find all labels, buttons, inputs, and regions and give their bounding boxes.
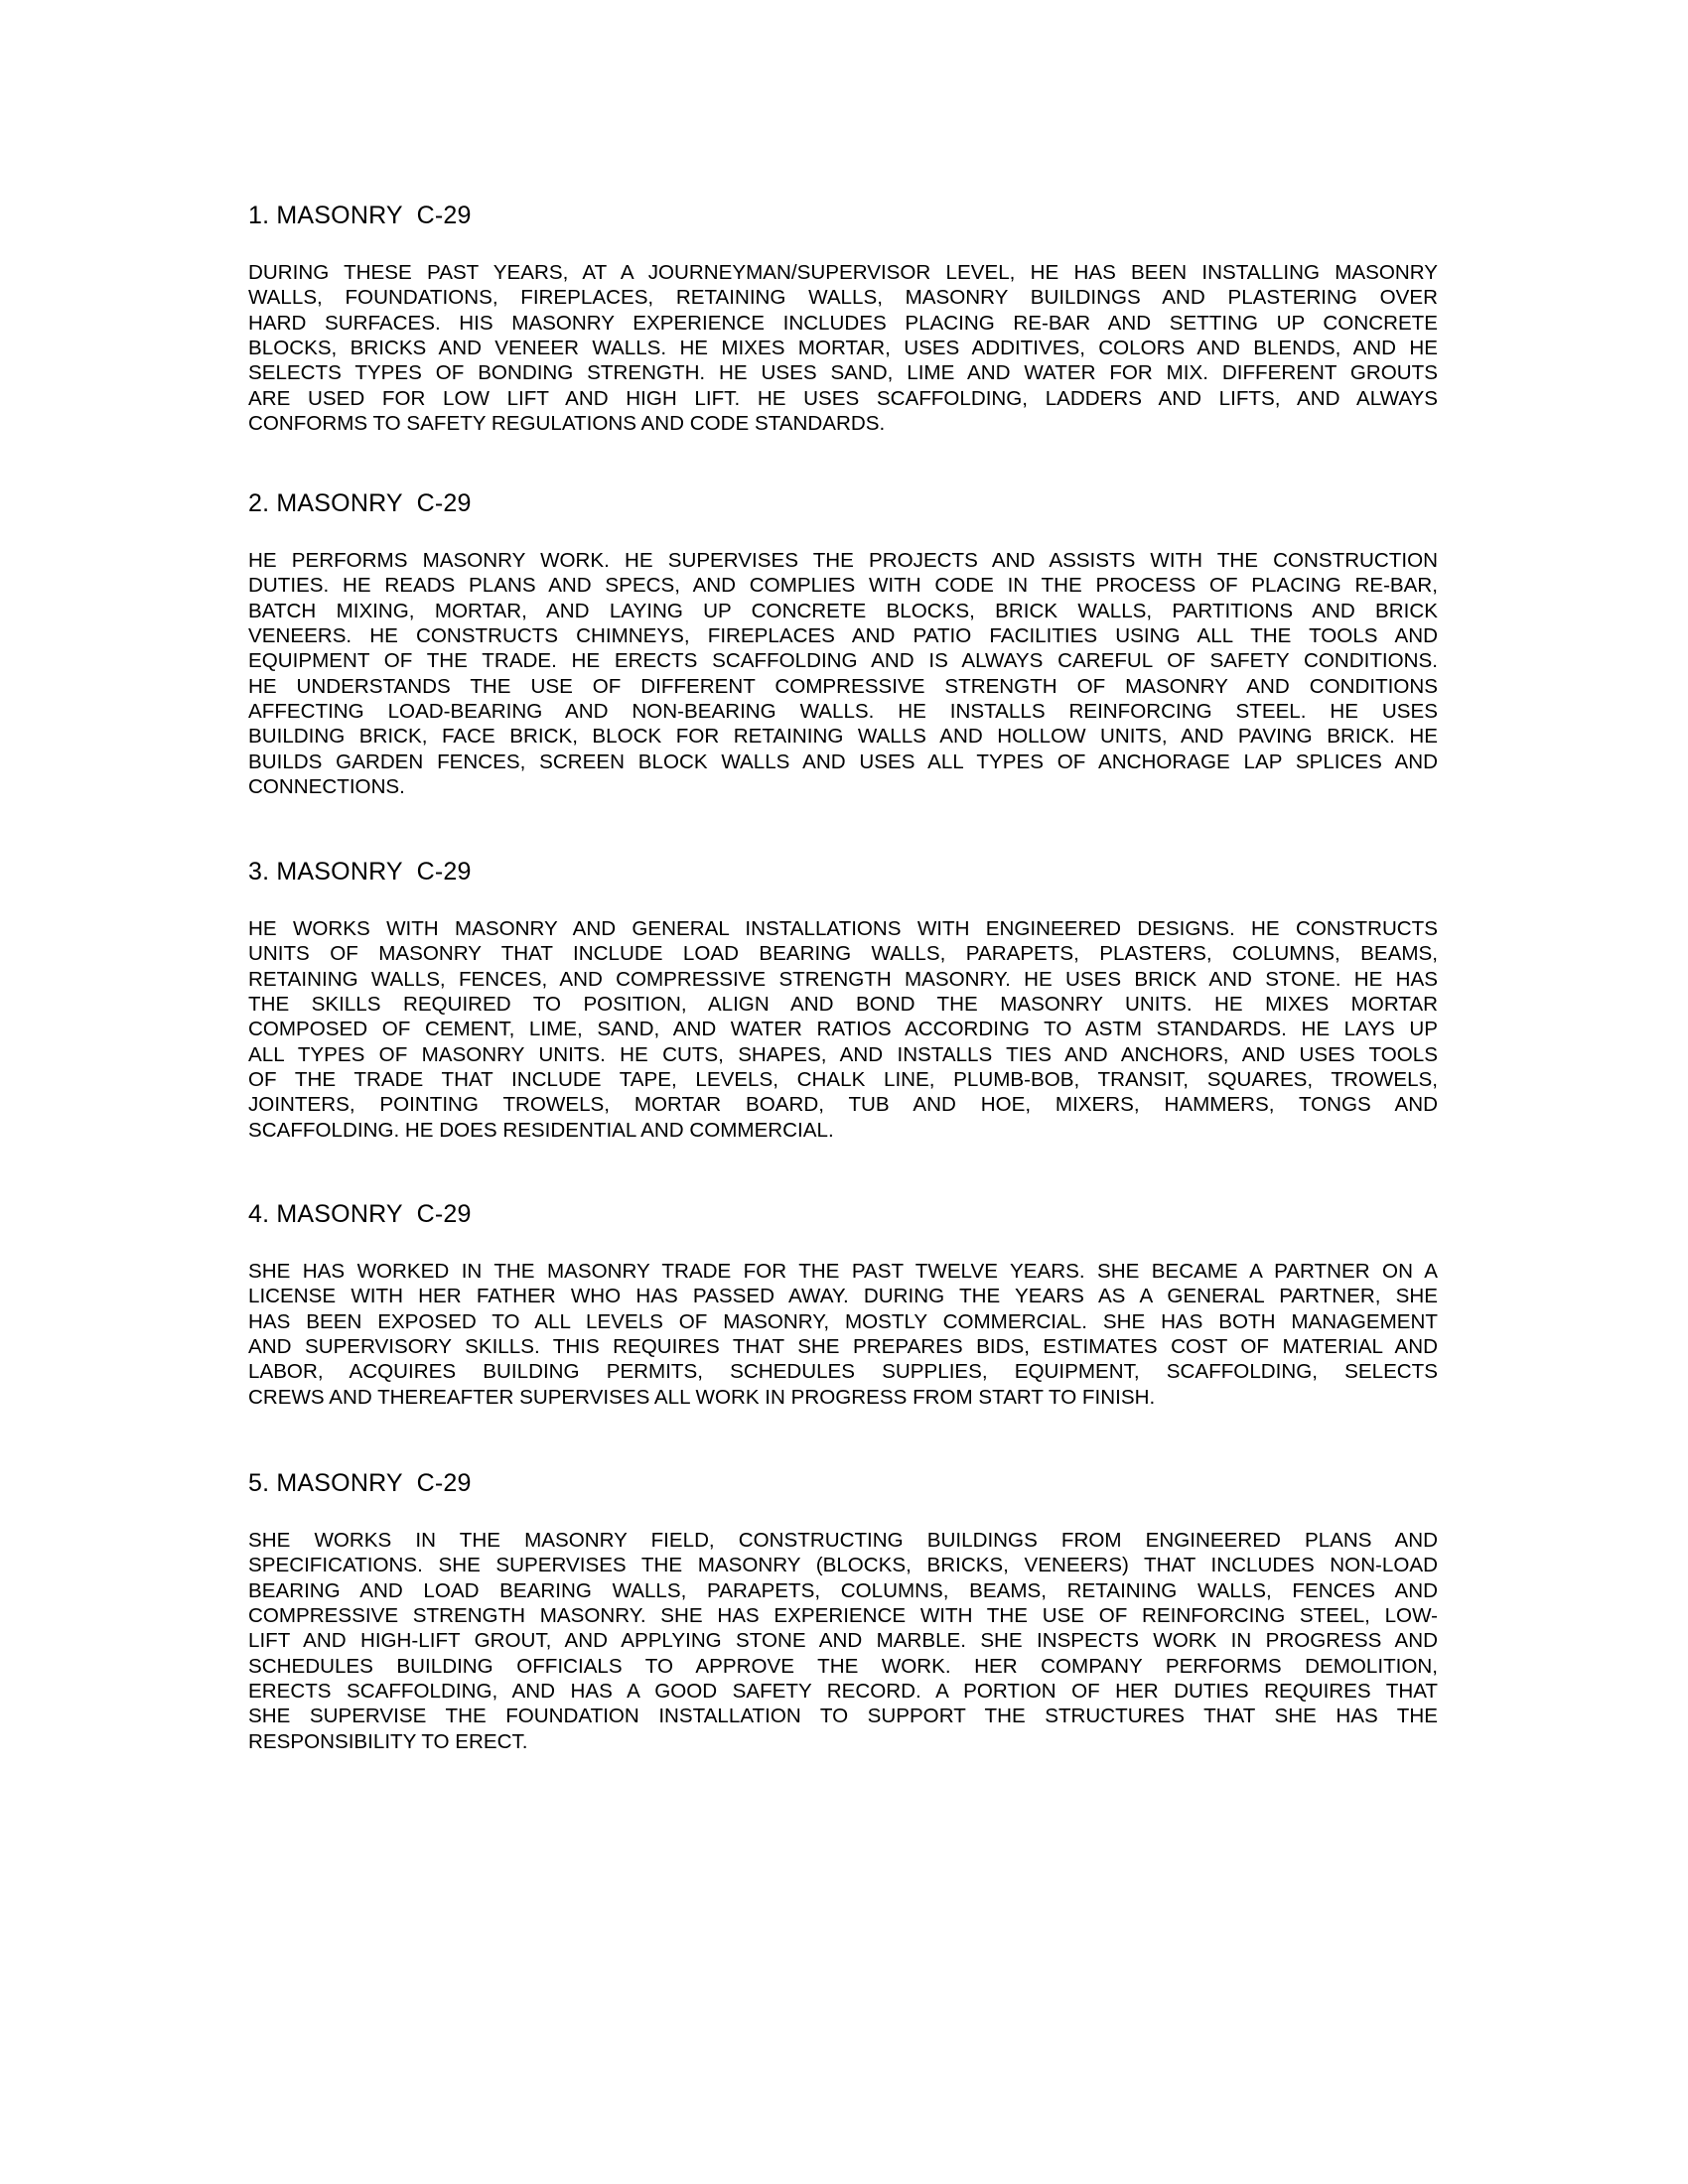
body-line: ERECTS SCAFFOLDING, AND HAS A GOOD SAFETY RECORD. A PORTION OF HER DUTIES REQUIRES THAT [248, 1680, 1438, 1704]
section-heading: 2. MASONRY C-29 [248, 489, 472, 517]
body-line: DURING THESE PAST YEARS, AT A JOURNEYMAN/SUPERVISOR LEVEL, HE HAS BEEN INSTALLING MASONRY [248, 261, 1438, 284]
body-line: LIFT AND HIGH-LIFT GROUT, AND APPLYING STONE AND MARBLE. SHE INSPECTS WORK IN PROGRESS AND [248, 1629, 1438, 1653]
body-line: SCAFFOLDING. HE DOES RESIDENTIAL AND COMMERCIAL. [248, 1118, 834, 1142]
body-line: JOINTERS, POINTING TROWELS, MORTAR BOARD, TUB AND HOE, MIXERS, HAMMERS, TONGS AND [248, 1093, 1438, 1117]
body-line: ARE USED FOR LOW LIFT AND HIGH LIFT. HE USES SCAFFOLDING, LADDERS AND LIFTS, AND ALWAYS [248, 386, 1438, 410]
body-line: SHE HAS WORKED IN THE MASONRY TRADE FOR THE PAST TWELVE YEARS. SHE BECAME A PARTNER ON A [248, 1260, 1438, 1283]
section-4 [248, 1200, 1438, 1410]
body-line: BEARING AND LOAD BEARING WALLS, PARAPETS, COLUMNS, BEAMS, RETAINING WALLS, FENCES AND [248, 1578, 1438, 1602]
body-line: CREWS AND THEREAFTER SUPERVISES ALL WORK IN PROGRESS FROM START TO FINISH. [248, 1385, 1156, 1409]
body-line: SPECIFICATIONS. SHE SUPERVISES THE MASONRY (BLOCKS, BRICKS, VENEERS) THAT INCLUDES NON-LOAD [248, 1554, 1438, 1577]
body-line: WALLS, FOUNDATIONS, FIREPLACES, RETAINING WALLS, MASONRY BUILDINGS AND PLASTERING OVER [248, 286, 1438, 310]
body-line: CONFORMS TO SAFETY REGULATIONS AND CODE STANDARDS. [248, 412, 886, 436]
body-line: SCHEDULES BUILDING OFFICIALS TO APPROVE THE WORK. HER COMPANY PERFORMS DEMOLITION, [248, 1654, 1438, 1678]
body-line: BLOCKS, BRICKS AND VENEER WALLS. HE MIXES MORTAR, USES ADDITIVES, COLORS AND BLENDS, AND HE [248, 337, 1438, 360]
section-5 [248, 1469, 1438, 1754]
body-line: RETAINING WALLS, FENCES, AND COMPRESSIVE STRENGTH MASONRY. HE USES BRICK AND STONE. HE HAS [248, 967, 1438, 991]
body-line: HE UNDERSTANDS THE USE OF DIFFERENT COMPRESSIVE STRENGTH OF MASONRY AND CONDITIONS [248, 674, 1438, 698]
body-line: LABOR, ACQUIRES BUILDING PERMITS, SCHEDULES SUPPLIES, EQUIPMENT, SCAFFOLDING, SELECTS [248, 1360, 1438, 1384]
body-line: BATCH MIXING, MORTAR, AND LAYING UP CONCRETE BLOCKS, BRICK WALLS, PARTITIONS AND BRICK [248, 599, 1438, 622]
section-body [248, 1259, 1438, 1410]
body-line: SELECTS TYPES OF BONDING STRENGTH. HE USES SAND, LIME AND WATER FOR MIX. DIFFERENT GROUTS [248, 361, 1438, 385]
section-heading: 5. MASONRY C-29 [248, 1469, 472, 1497]
body-line: OF THE TRADE THAT INCLUDE TAPE, LEVELS, CHALK LINE, PLUMB-BOB, TRANSIT, SQUARES, TROWELS, [248, 1068, 1438, 1092]
body-line: THE SKILLS REQUIRED TO POSITION, ALIGN AND BOND THE MASONRY UNITS. HE MIXES MORTAR [248, 993, 1438, 1017]
body-line: UNITS OF MASONRY THAT INCLUDE LOAD BEARING WALLS, PARAPETS, PLASTERS, COLUMNS, BEAMS, [248, 942, 1438, 966]
body-line: SHE SUPERVISE THE FOUNDATION INSTALLATION TO SUPPORT THE STRUCTURES THAT SHE HAS THE [248, 1705, 1438, 1728]
section-body [248, 548, 1438, 799]
body-line: BUILDING BRICK, FACE BRICK, BLOCK FOR RETAINING WALLS AND HOLLOW UNITS, AND PAVING BRICK. HE [248, 725, 1438, 749]
body-line: RESPONSIBILITY TO ERECT. [248, 1729, 528, 1753]
section-3 [248, 858, 1438, 1143]
body-line: EQUIPMENT OF THE TRADE. HE ERECTS SCAFFOLDING AND IS ALWAYS CAREFUL OF SAFETY CONDITIONS. [248, 649, 1438, 673]
section-body [248, 260, 1438, 436]
body-line: HAS BEEN EXPOSED TO ALL LEVELS OF MASONRY, MOSTLY COMMERCIAL. SHE HAS BOTH MANAGEMENT [248, 1309, 1438, 1333]
body-line: LICENSE WITH HER FATHER WHO HAS PASSED AWAY. DURING THE YEARS AS A GENERAL PARTNER, SHE [248, 1285, 1438, 1308]
body-line: COMPOSED OF CEMENT, LIME, SAND, AND WATER RATIOS ACCORDING TO ASTM STANDARDS. HE LAYS UP [248, 1018, 1438, 1041]
body-line: BUILDS GARDEN FENCES, SCREEN BLOCK WALLS AND USES ALL TYPES OF ANCHORAGE LAP SPLICES AND [248, 750, 1438, 773]
body-line: VENEERS. HE CONSTRUCTS CHIMNEYS, FIREPLACES AND PATIO FACILITIES USING ALL THE TOOLS AND [248, 624, 1438, 648]
section-heading: 1. MASONRY C-29 [248, 202, 472, 229]
body-line: AFFECTING LOAD-BEARING AND NON-BEARING WALLS. HE INSTALLS REINFORCING STEEL. HE USES [248, 700, 1438, 724]
section-1 [248, 202, 1438, 436]
body-line: HARD SURFACES. HIS MASONRY EXPERIENCE INCLUDES PLACING RE-BAR AND SETTING UP CONCRETE [248, 311, 1438, 335]
body-line: ALL TYPES OF MASONRY UNITS. HE CUTS, SHAPES, AND INSTALLS TIES AND ANCHORS, AND USES TOOLS [248, 1042, 1438, 1066]
body-line: CONNECTIONS. [248, 775, 405, 799]
section-body [248, 1528, 1438, 1754]
body-line: SHE WORKS IN THE MASONRY FIELD, CONSTRUCTING BUILDINGS FROM ENGINEERED PLANS AND [248, 1529, 1438, 1552]
body-line: AND SUPERVISORY SKILLS. THIS REQUIRES THAT SHE PREPARES BIDS, ESTIMATES COST OF MATERIAL AND [248, 1335, 1438, 1359]
body-line: HE WORKS WITH MASONRY AND GENERAL INSTALLATIONS WITH ENGINEERED DESIGNS. HE CONSTRUCTS [248, 917, 1438, 940]
body-line: HE PERFORMS MASONRY WORK. HE SUPERVISES THE PROJECTS AND ASSISTS WITH THE CONSTRUCTION [248, 549, 1438, 572]
section-2 [248, 489, 1438, 799]
body-line: COMPRESSIVE STRENGTH MASONRY. SHE HAS EXPERIENCE WITH THE USE OF REINFORCING STEEL, LOW- [248, 1604, 1438, 1628]
section-body [248, 916, 1438, 1143]
body-line: DUTIES. HE READS PLANS AND SPECS, AND COMPLIES WITH CODE IN THE PROCESS OF PLACING RE-BAR, [248, 574, 1438, 598]
section-heading: 4. MASONRY C-29 [248, 1200, 472, 1228]
section-heading: 3. MASONRY C-29 [248, 858, 472, 886]
